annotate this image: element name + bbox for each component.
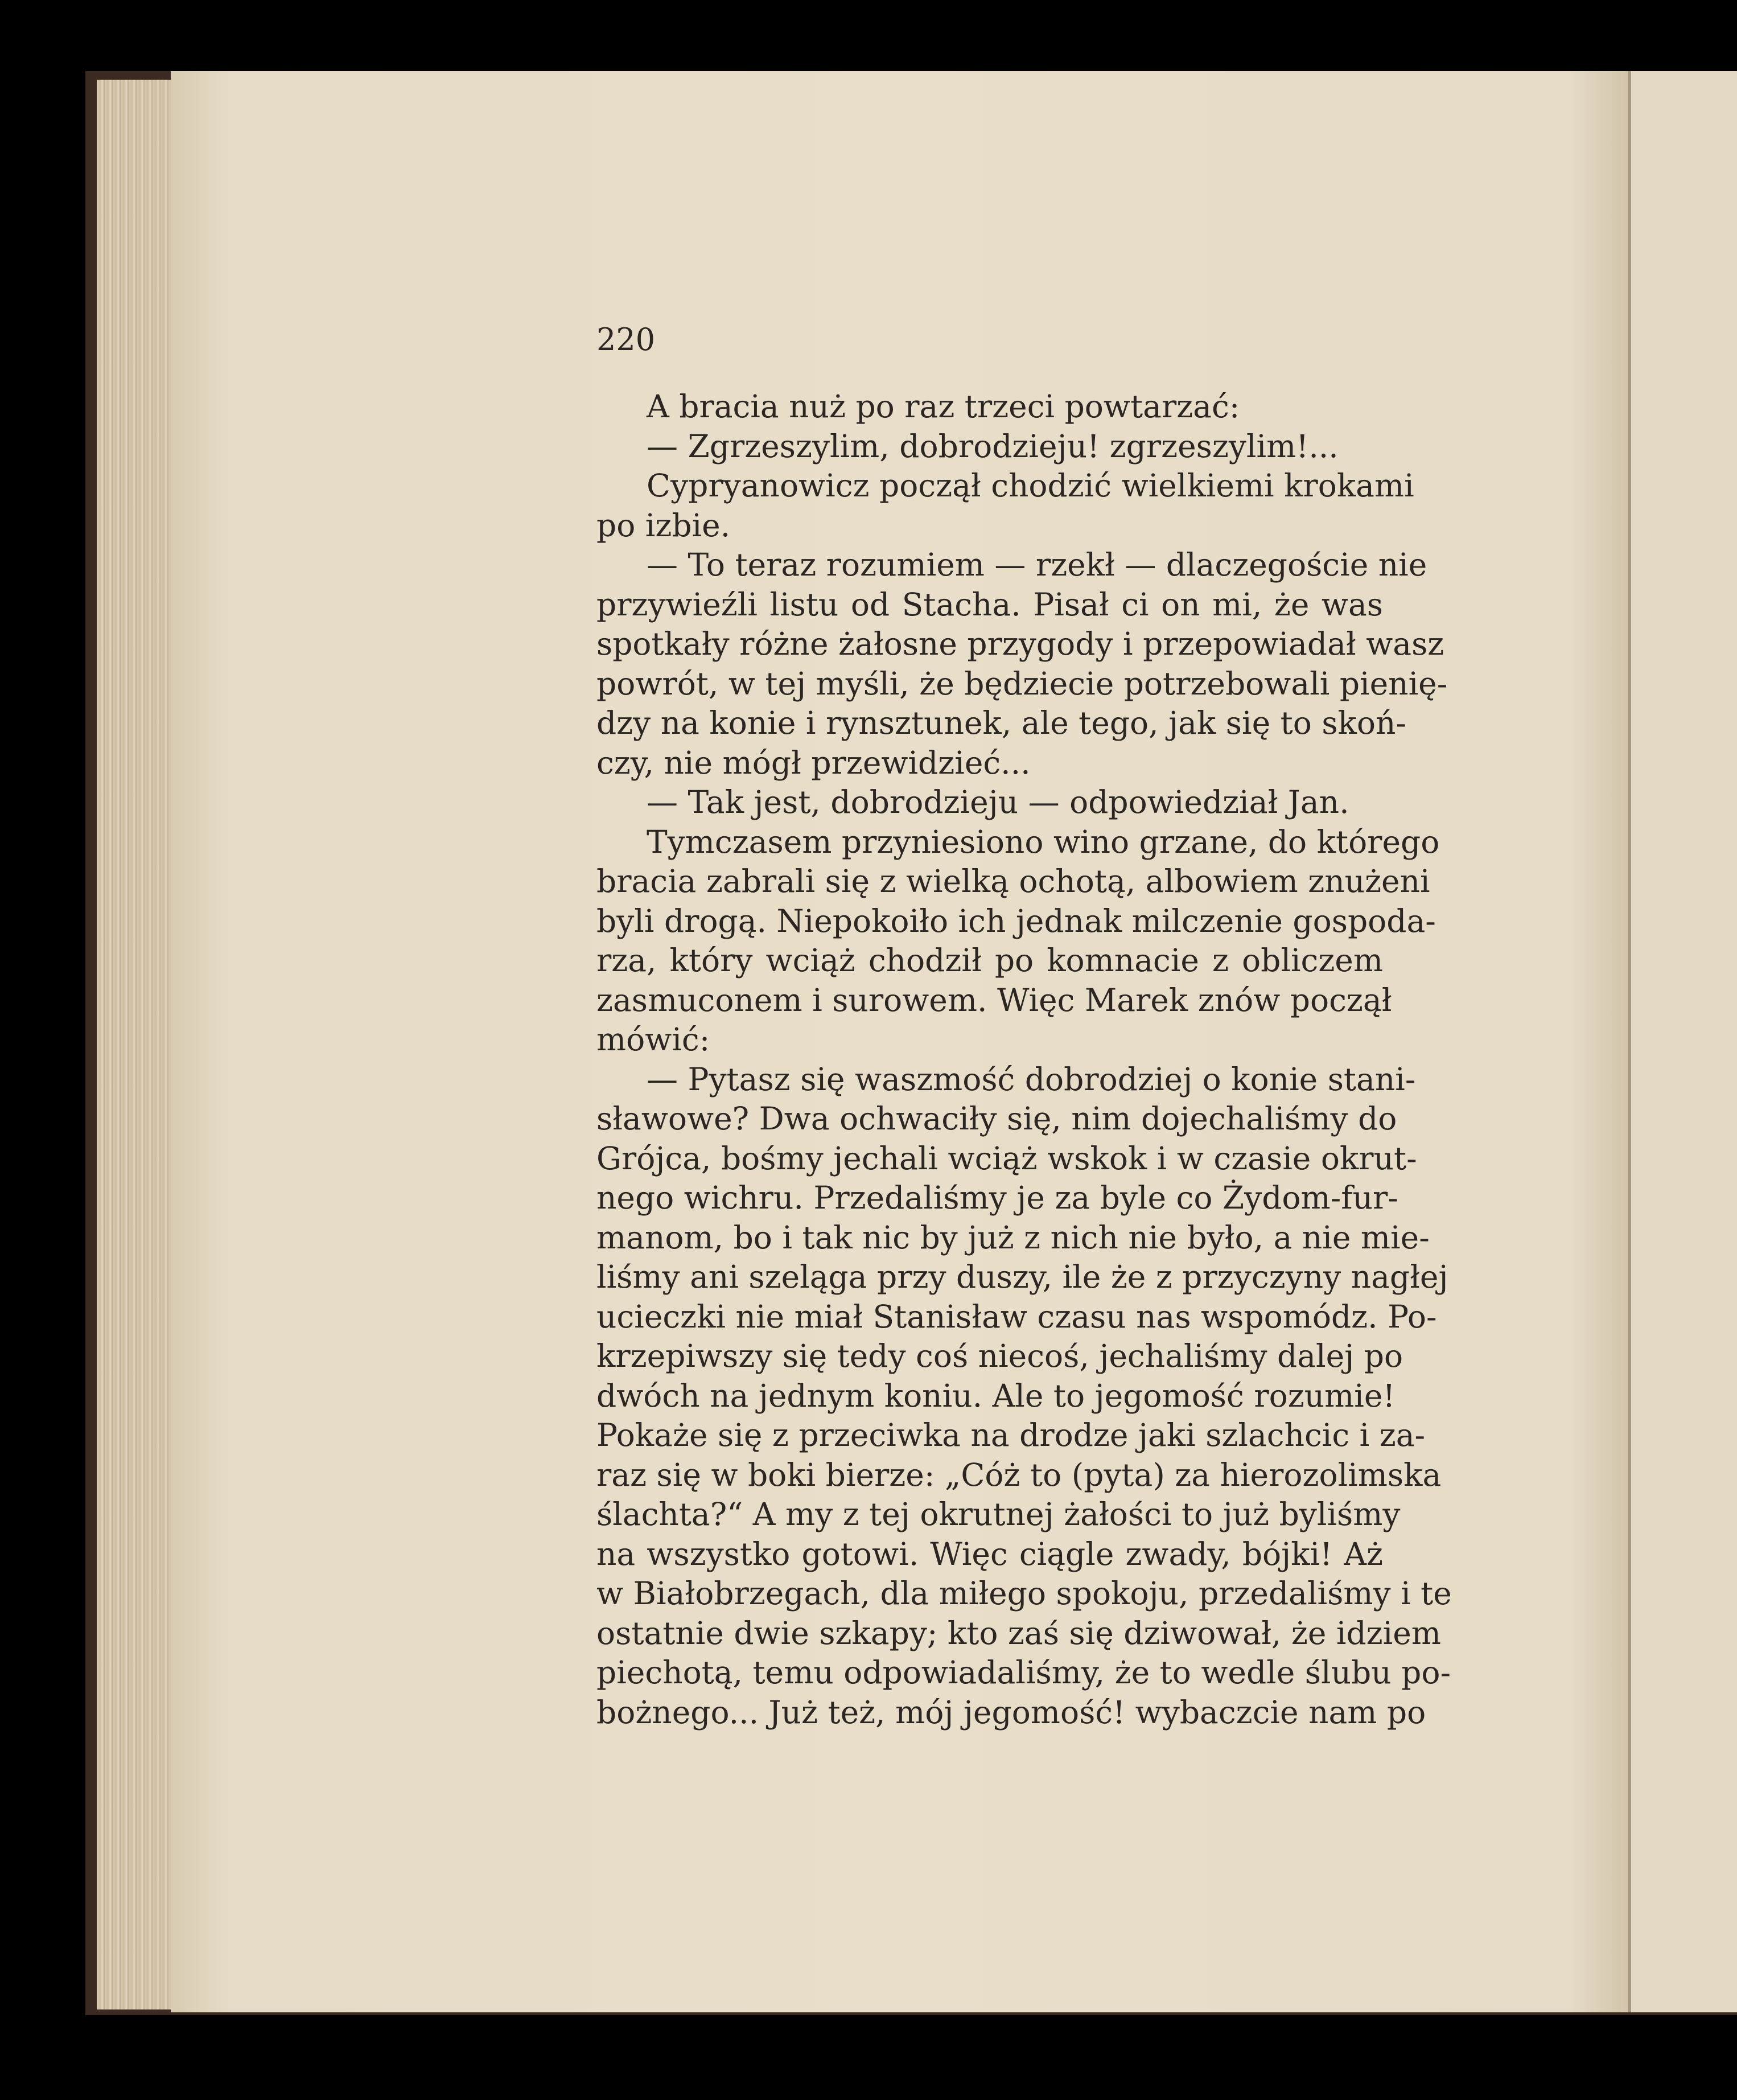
text-line: Tymczasem przyniesiono wino grzane, do którego	[647, 823, 1440, 860]
text-line: piechotą, temu odpowiadaliśmy, że to wedle ślubu po-	[596, 1654, 1451, 1691]
text-line: manom, bo i tak nic by już z nich nie było, a nie mie-	[596, 1219, 1430, 1256]
text-line: spotkały różne żałosne przygody i przepowiadał wasz	[596, 626, 1444, 662]
text-line: liśmy ani szeląga przy duszy, ile że z przyczyny nagłej	[596, 1259, 1448, 1295]
text-line: w Białobrzegach, dla miłego spokoju, przedaliśmy i te	[596, 1575, 1452, 1612]
text-line: — Zgrzeszylim, dobrodzieju! zgrzeszylim!...	[647, 428, 1339, 465]
text-line: sławowe? Dwa ochwaciły się, nim dojechaliśmy do	[596, 1100, 1397, 1137]
text-line: — To teraz rozumiem — rzekł — dlaczegoście nie	[647, 546, 1427, 583]
text-line: — Tak jest, dobrodzieju — odpowiedział Jan.	[647, 784, 1349, 820]
text-line: nego wichru. Przedaliśmy je za byle co Żydom-fur-	[596, 1180, 1398, 1216]
text-line: czy, nie mógł przewidzieć...	[596, 744, 1031, 781]
text-line: krzepiwszy się tedy coś niecoś, jechaliśmy dalej po	[596, 1338, 1403, 1374]
text-line: mówić:	[596, 1021, 710, 1058]
text-line: powrót, w tej myśli, że będziecie potrzebowali pienię-	[596, 665, 1448, 702]
page-number: 220	[596, 322, 656, 357]
text-line: rza, który wciąż chodził po komnacie z obliczem	[596, 942, 1383, 979]
text-line: Cypryanowicz począł chodzić wielkiemi krokami	[647, 467, 1414, 504]
text-line: ucieczki nie miał Stanisław czasu nas wspomódz. Po-	[596, 1298, 1437, 1335]
text-line: dwóch na jednym koniu. Ale to jegomość rozumie!	[596, 1377, 1396, 1414]
text-line: na wszystko gotowi. Więc ciągle zwady, bójki! Aż	[596, 1535, 1383, 1572]
text-line: Pokaże się z przeciwka na drodze jaki szlachcic i za-	[596, 1417, 1426, 1453]
text-line: po izbie.	[596, 507, 731, 544]
text-line: zasmuconem i surowem. Więc Marek znów począł	[596, 981, 1392, 1018]
text-line: ostatnie dwie szkapy; kto zaś się dziwował, że idziem	[596, 1614, 1441, 1651]
text-line: bożnego... Już też, mój jegomość! wybaczcie nam po	[596, 1694, 1426, 1731]
text-line: przywieźli listu od Stacha. Pisał ci on mi, że was	[596, 586, 1383, 623]
text-line: — Pytasz się waszmość dobrodziej o konie stani-	[647, 1061, 1416, 1098]
facing-page-edge	[1628, 71, 1737, 2012]
text-line: bracia zabrali się z wielką ochotą, albowiem znużeni	[596, 863, 1430, 899]
text-line: byli drogą. Niepokoiło ich jednak milczenie gospoda-	[596, 902, 1436, 939]
page-text	[596, 387, 1452, 1732]
text-line: dzy na konie i rynsztunek, ale tego, jak się to skoń-	[596, 705, 1406, 741]
page-edges	[97, 80, 176, 2009]
text-line: A bracia nuż po raz trzeci powtarzać:	[647, 388, 1240, 425]
text-line: raz się w boki bierze: „Cóż to (pyta) za hierozolimska	[596, 1456, 1442, 1493]
text-line: Grójca, bośmy jechali wciąż wskok i w czasie okrut-	[596, 1140, 1417, 1177]
text-line: ślachta?“ A my z tej okrutnej żałości to już byliśmy	[596, 1496, 1401, 1532]
